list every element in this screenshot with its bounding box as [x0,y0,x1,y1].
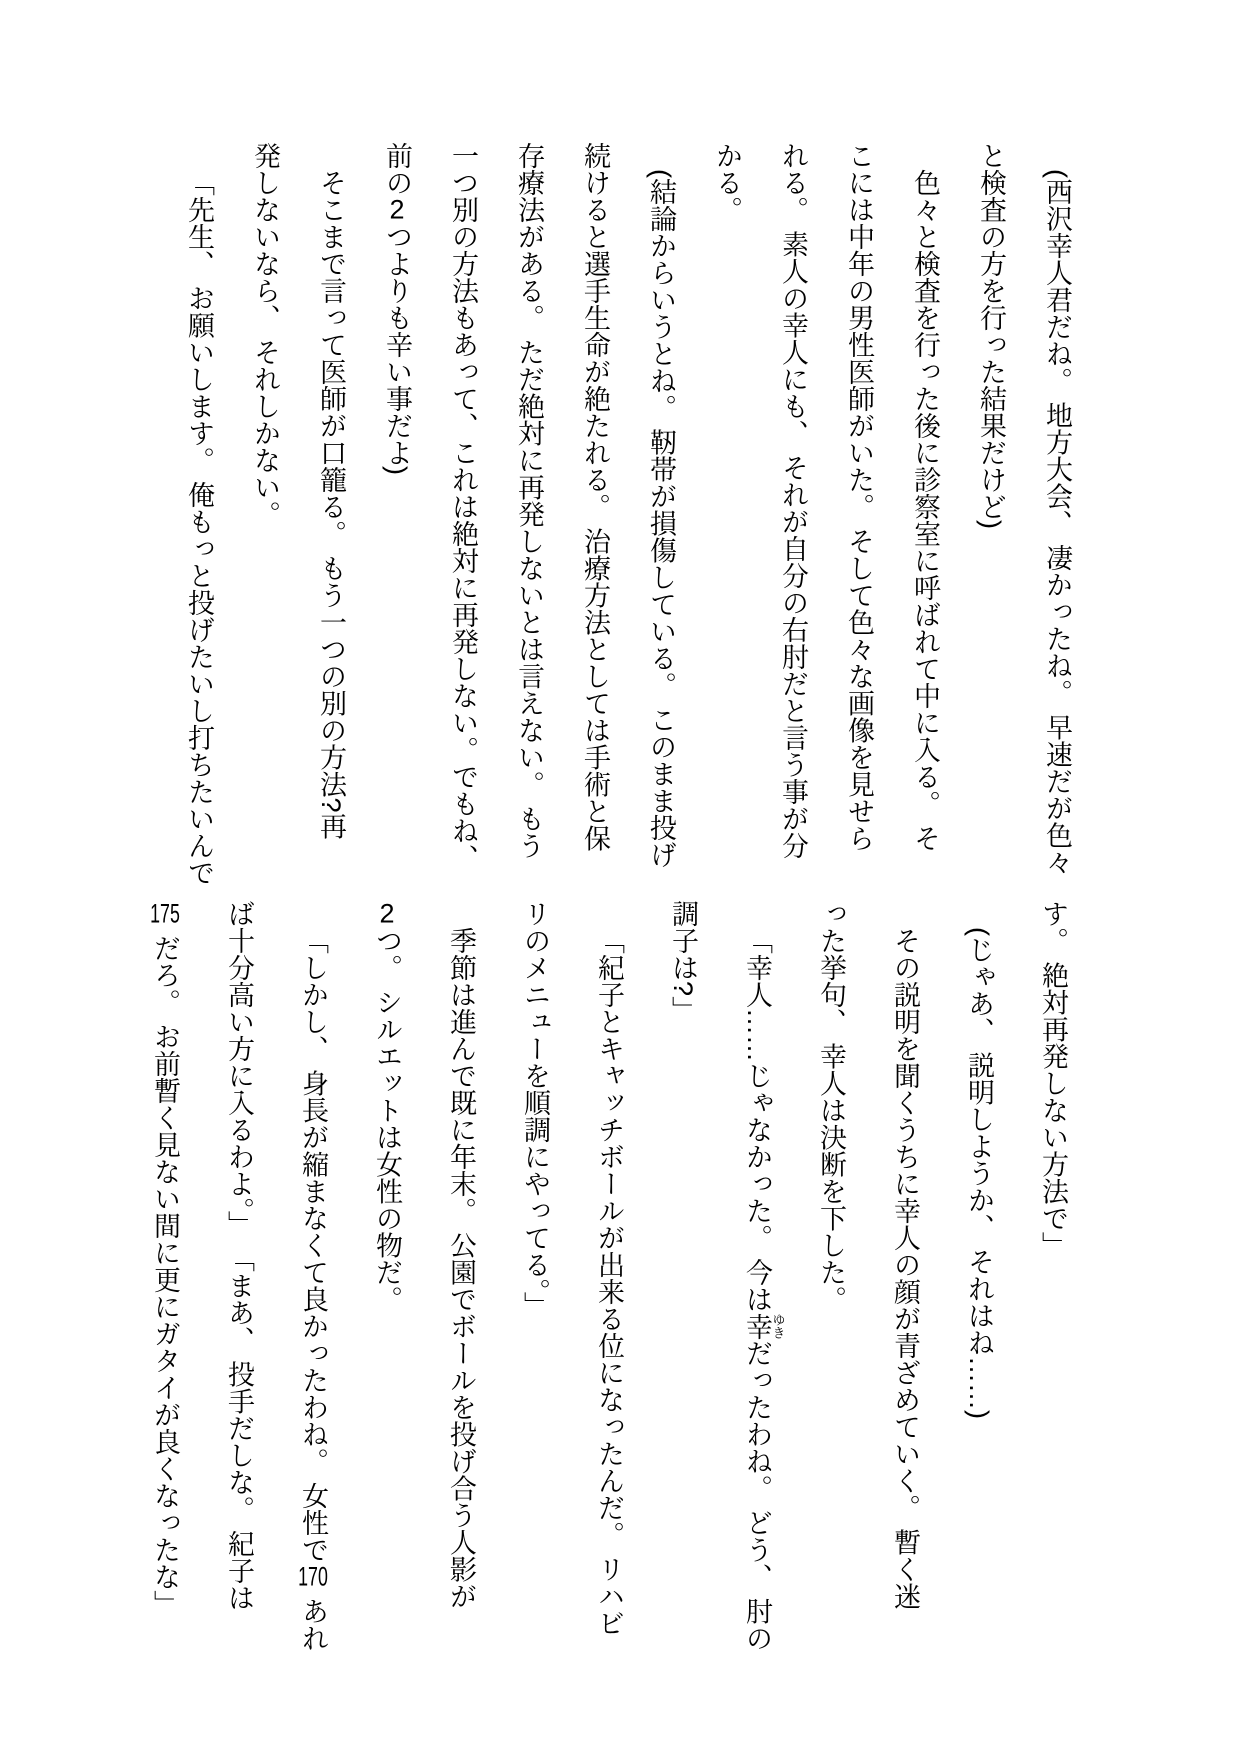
text-column: 存療法がある。 ただ絶対に再発しないとは言えない。 もう [514,142,544,860]
text-column: そこまで言って医師が口籠る。 もう一つの別の方法?再 [316,169,346,840]
furigana-ruby: 幸ゆき [742,1312,786,1340]
text-column: (西沢幸人君だね。 地方大会、 凄かったね。 早速だが色々 [1042,169,1072,876]
text-column: れる。 素人の幸人にも、 それが自分の右肘だと言う事が分 [778,142,808,860]
text-column: かる。 [712,142,742,223]
text-row-bottom [128,900,1090,1652]
text-column: 175 だろ。 お前暫く見ない間に更にガタイが良くなったな」 [150,900,180,1618]
text-column: 続けると選手生命が絶たれる。 治療方法としては手術と保 [580,142,610,852]
text-column: 発しないなら、 それしかない。 [250,142,280,528]
upright-number: 2 [379,900,395,927]
text-column: その説明を聞くうちに幸人の顔が青ざめていく。 暫く迷 [890,927,920,1610]
text-column: と検査の方を行った結果だけど) [976,142,1006,529]
text-column: す。 絶対再発しない方法で」 [1038,900,1068,1259]
text-column: (結論からいうとね。 靭帯が損傷している。 このまま投げ [646,169,676,868]
text-column: ば十分高い方に入るわよ。」 「まあ、 投手だしな。 紀子は [224,900,254,1612]
text-column: 一つ別の方法もあって、これは絶対に再発しない。でもね、 [448,142,478,871]
text-column: リのメニューを順調にやってる。」 [520,900,550,1319]
text-column: (じゃあ、 説明しようか、 それはね……) [964,927,994,1419]
upright-number: 170 [298,1563,328,1591]
text-column: 「幸人……じゃなかった。 今は幸ゆきだったわね。 どう、 肘の [742,927,786,1652]
text-column: 2つ。 シルエットは女性の物だ。 [372,900,402,1313]
text-row-top [166,142,1090,887]
text-column: 「紀子とキャッチボールが出来る位になったんだ。 リハビ [594,927,624,1637]
text-column: 「しかし、 身長が縮まなくて良かったわね。 女性で170 あれ [298,927,328,1652]
upright-number: 2 [389,196,405,223]
text-column: 調子は?」 [668,900,698,1024]
upright-number: 175 [150,900,180,927]
text-column: った挙句、 幸人は決断を下した。 [816,900,846,1313]
text-column: 「先生、 お願いします。 俺もっと投げたいし打ちたいんで [184,169,214,887]
text-column: 季節は進んで既に年末。 公園でボールを投げ合う人影が [446,927,476,1610]
text-column: 色々と検査を行った後に診察室に呼ばれて中に入る。 そ [910,169,940,852]
text-column: 前の2つよりも辛い事だよ) [382,142,412,475]
text-column: こには中年の男性医師がいた。 そして色々な画像を見せら [844,142,874,852]
